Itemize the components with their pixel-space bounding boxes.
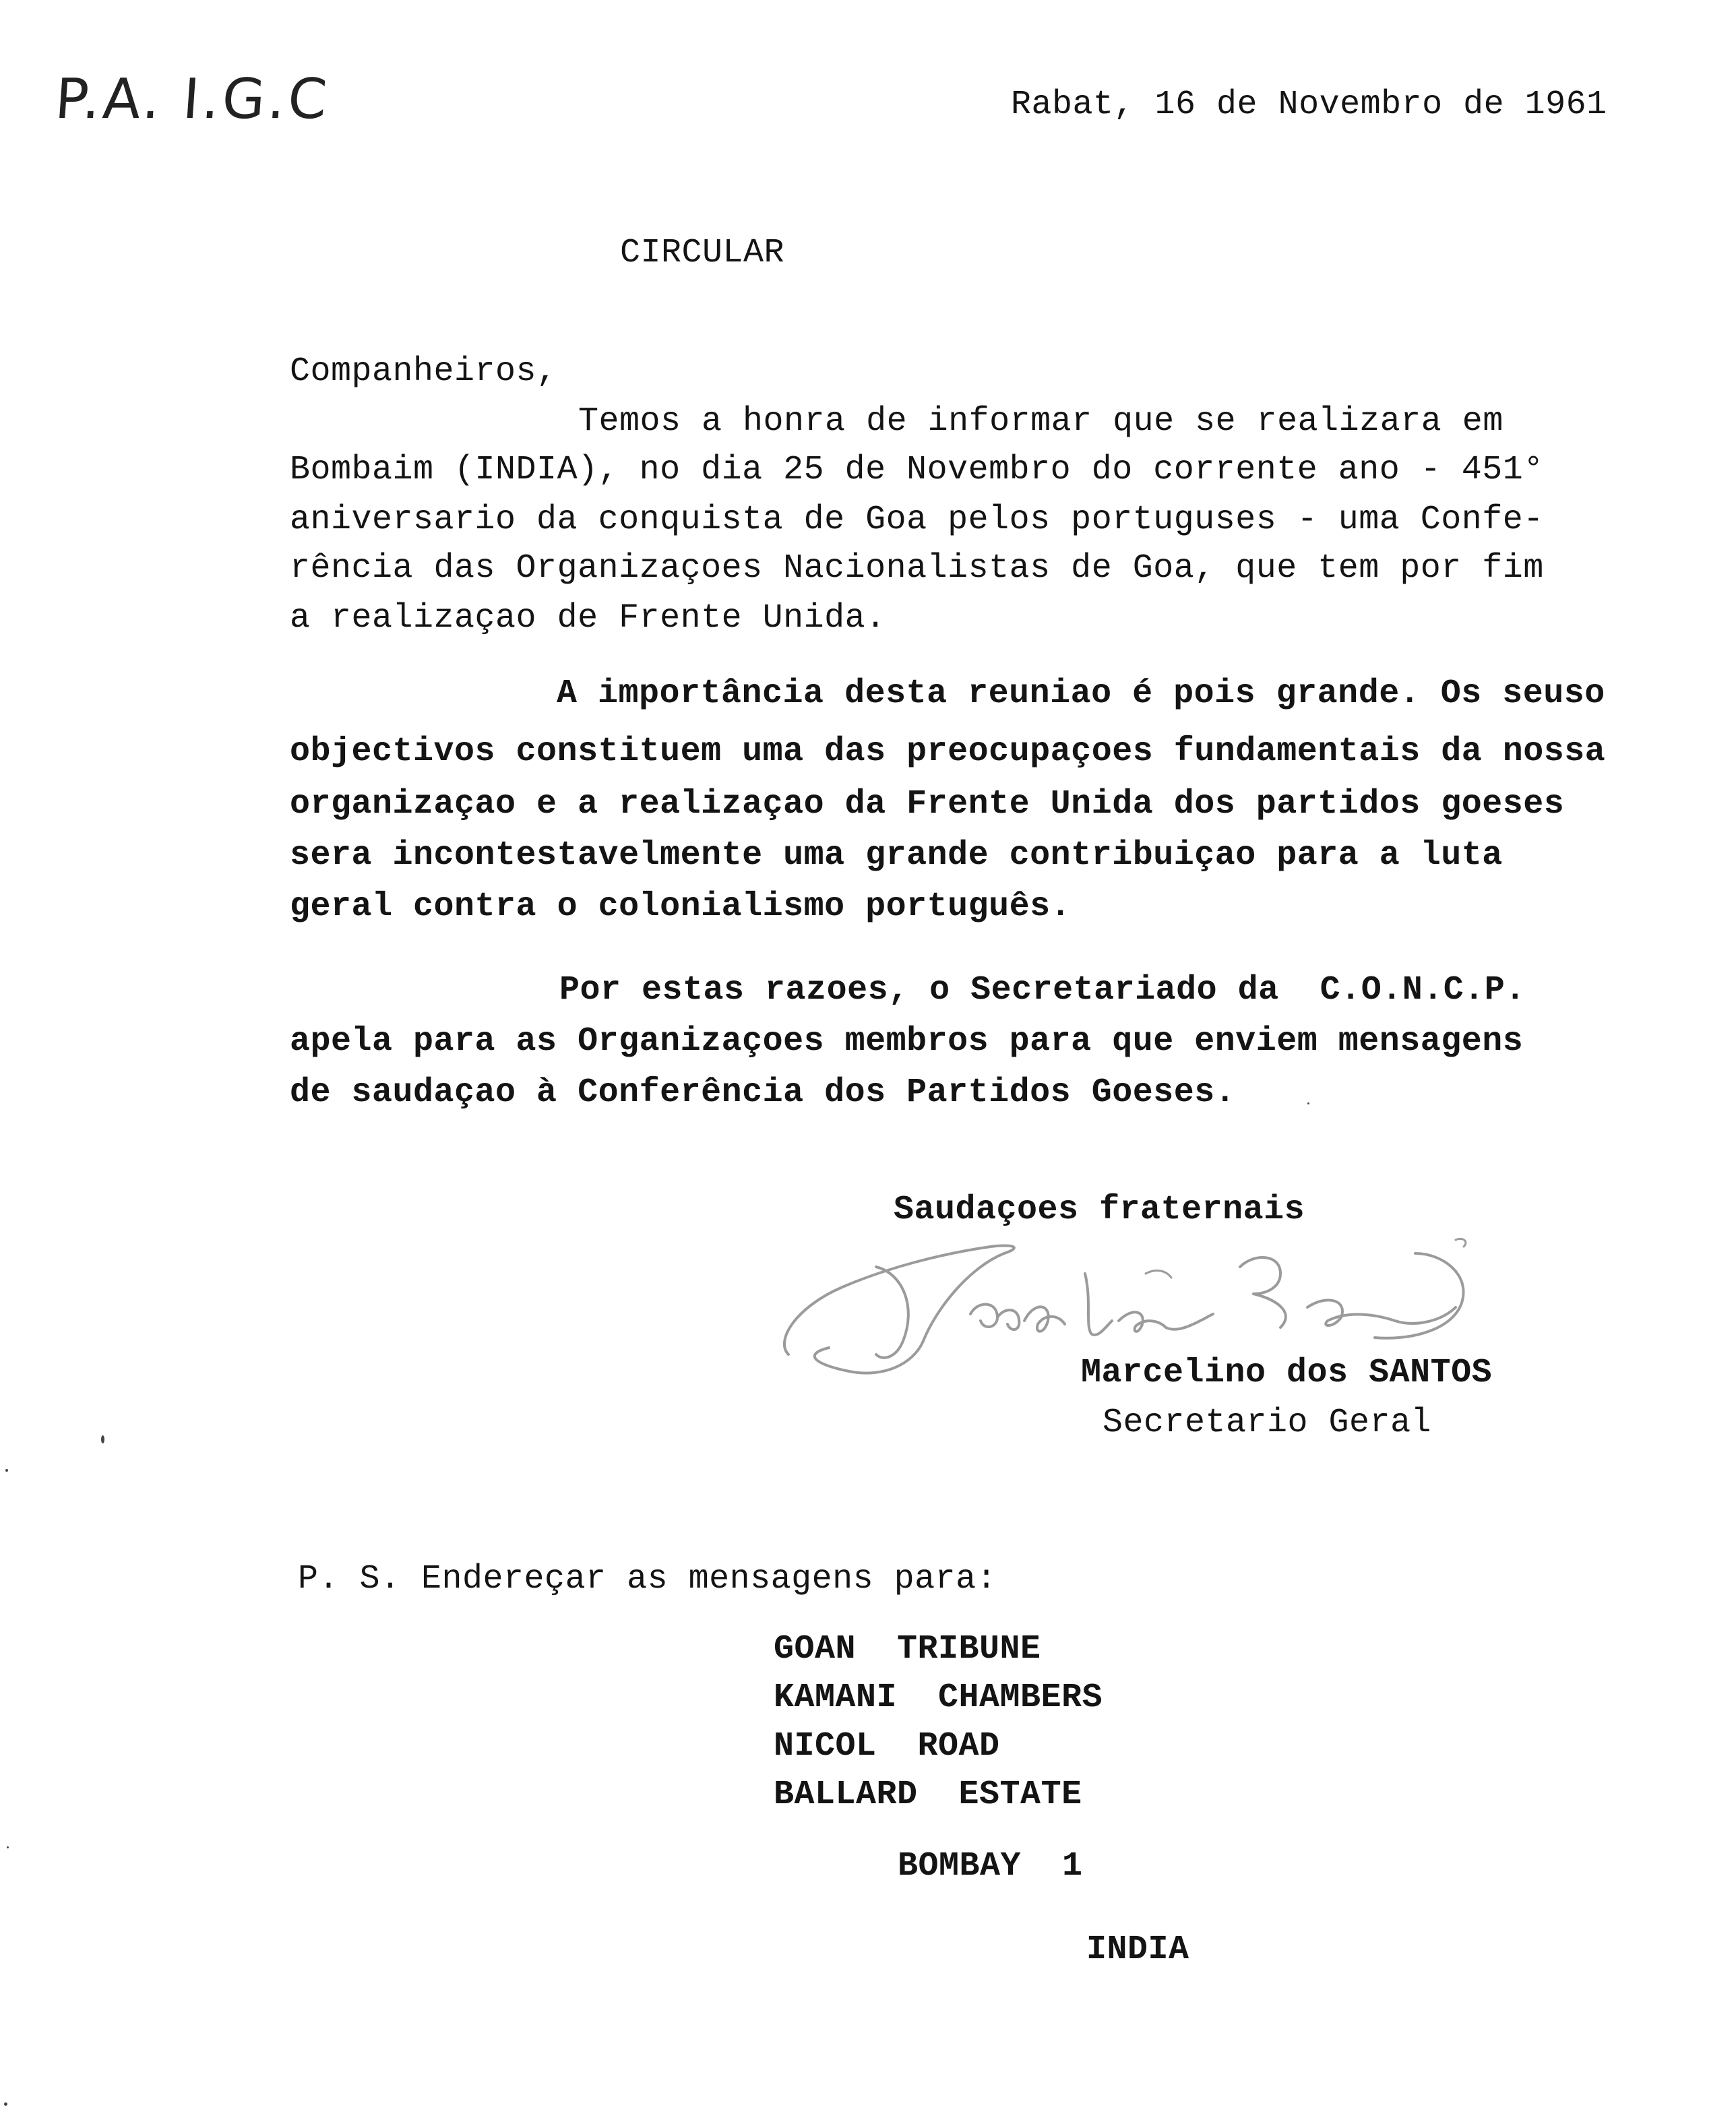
salutation: Companheiros,	[290, 352, 557, 391]
paragraph1-line: Bombaim (INDIA), no dia 25 de Novembro do corrente ano - 451°	[290, 451, 1544, 489]
scan-speck	[7, 1846, 9, 1848]
scan-speck	[101, 1435, 104, 1443]
letter-date: Rabat, 16 de Novembro de 1961	[1011, 86, 1607, 124]
paragraph3-line: apela para as Organizaçoes membros para que enviem mensagens	[290, 1022, 1524, 1061]
paragraph1-line: aniversario da conquista de Goa pelos portuguses - uma Confe-	[290, 501, 1544, 539]
scan-speck	[4, 2102, 7, 2106]
address-line: NICOL ROAD	[774, 1727, 1000, 1766]
paragraph2-line: geral contra o colonialismo português.	[290, 887, 1072, 926]
address-line: KAMANI CHAMBERS	[774, 1679, 1103, 1717]
scan-speck	[5, 1469, 8, 1472]
address-line: GOAN TRIBUNE	[774, 1630, 1041, 1668]
handwritten-annotation: P.A. I.G.C	[53, 67, 332, 131]
paragraph2-line: sera incontestavelmente uma grande contribuiçao para a luta	[290, 836, 1503, 875]
paragraph1-line: a realizaçao de Frente Unida.	[290, 599, 886, 637]
paragraph3-line: Por estas razoes, o Secretariado da C.O.N.C.P.	[559, 971, 1526, 1009]
paragraph1-line: rência das Organizaçoes Nacionalistas de Goa, que tem por fim	[290, 549, 1544, 588]
paragraph2-line: A importância desta reuniao é pois grande. Os seuso	[557, 675, 1605, 713]
paragraph1-line: Temos a honra de informar que se realizara em	[578, 402, 1504, 441]
paragraph2-line: objectivos constituem uma das preocupaçoes fundamentais da nossa	[290, 732, 1606, 771]
address-country: INDIA	[1086, 1931, 1189, 1969]
closing-greeting: Saudaçoes fraternais	[894, 1191, 1305, 1229]
address-city: BOMBAY 1	[898, 1847, 1083, 1885]
ps-line: P. S. Endereçar as mensagens para:	[298, 1560, 997, 1598]
address-line: BALLARD ESTATE	[774, 1776, 1082, 1814]
signer-title: Secretario Geral	[1103, 1404, 1432, 1442]
signer-name: Marcelino dos SANTOS	[1081, 1354, 1493, 1392]
scan-speck	[1307, 1102, 1309, 1104]
paragraph2-line: organizaçao e a realizaçao da Frente Unida dos partidos goeses	[290, 785, 1565, 823]
paragraph3-line: de saudaçao à Conferência dos Partidos Goeses.	[290, 1073, 1236, 1112]
letter-title: CIRCULAR	[620, 234, 785, 272]
